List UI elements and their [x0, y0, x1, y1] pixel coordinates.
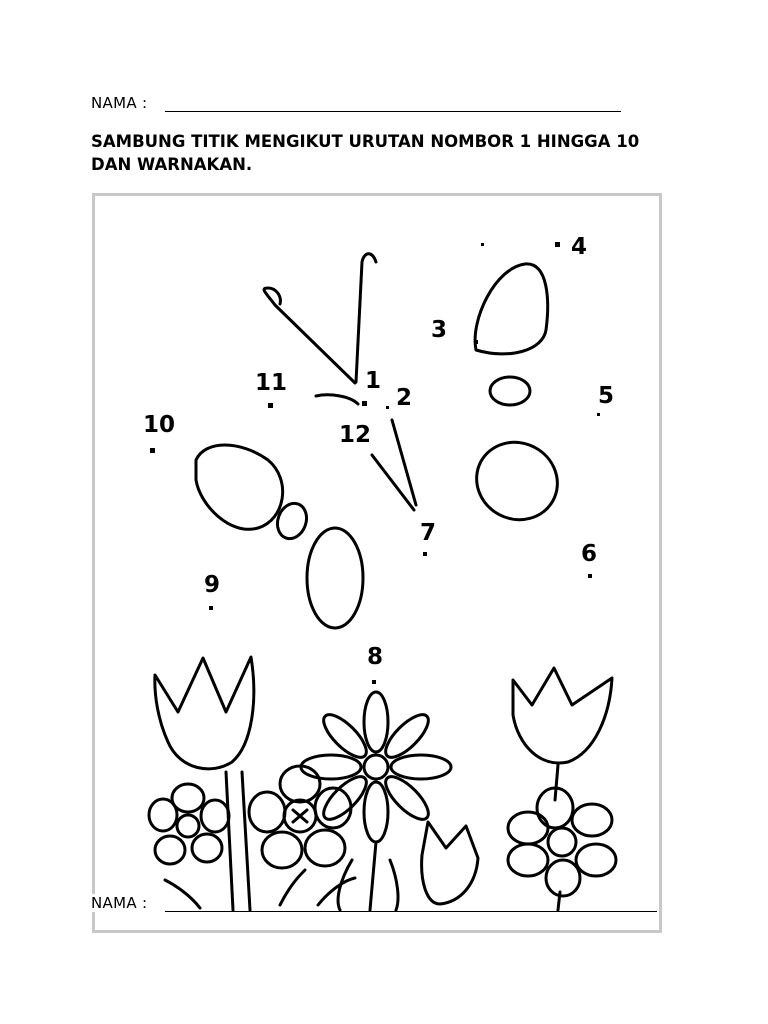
butterfly-head	[316, 395, 358, 404]
body-line-2	[392, 420, 416, 505]
name-blank-line[interactable]	[165, 911, 657, 912]
antenna-left	[264, 288, 355, 383]
flower-left	[149, 784, 229, 864]
wing-top-right	[475, 264, 548, 354]
dot-9	[209, 606, 213, 610]
wing-top-left	[196, 445, 283, 529]
body-line-1	[372, 455, 414, 510]
dot-number-4: 4	[571, 234, 588, 260]
leaf-mid-2	[318, 878, 355, 905]
instruction-line-2: DAN WARNAKAN.	[91, 155, 253, 174]
dot-7	[423, 552, 427, 556]
name-field-bottom	[91, 894, 147, 912]
dot-number-10: 10	[143, 412, 176, 438]
dots	[150, 242, 600, 684]
dot-number-2: 2	[396, 385, 413, 411]
leaf-mid	[280, 870, 305, 905]
flower-daisy	[301, 692, 451, 910]
dot-number-7: 7	[420, 520, 437, 546]
tulip-left-stem-2	[242, 772, 250, 910]
dot-number-11: 11	[255, 370, 288, 396]
dot-8	[372, 680, 376, 684]
name-label: NAMA :	[91, 94, 148, 112]
dot-5	[597, 413, 600, 416]
name-label: NAMA :	[91, 894, 148, 912]
dot-number-5: 5	[598, 383, 615, 409]
wing-spot-right	[490, 377, 530, 405]
dot-stray	[481, 243, 484, 246]
dot-1	[362, 401, 367, 406]
tulip-right	[513, 668, 612, 763]
instruction-line-1: SAMBUNG TITIK MENGIKUT URUTAN NOMBOR 1 HINGGA 10	[91, 132, 640, 151]
dot-3	[474, 340, 478, 344]
tulip-left	[155, 657, 254, 769]
dot-number-9: 9	[204, 572, 221, 598]
wing-bottom-right	[463, 428, 571, 534]
dot-4	[555, 242, 560, 247]
antenna-right	[356, 254, 376, 382]
leaf-left	[165, 880, 200, 908]
dot-10	[150, 448, 155, 453]
dot-number-12: 12	[339, 422, 372, 448]
dot-6	[588, 574, 592, 578]
dot-2	[386, 406, 389, 409]
dot-11	[268, 403, 273, 408]
tulip-left-stem	[226, 772, 233, 910]
wing-spot-left	[273, 499, 312, 542]
dot-number-1: 1	[365, 368, 382, 394]
dot-number-3: 3	[431, 317, 448, 343]
flower-right	[508, 788, 616, 910]
tulip-small	[422, 822, 478, 904]
tulip-right-stem	[555, 765, 558, 800]
wing-bottom-left	[307, 528, 363, 628]
dot-number-8: 8	[367, 644, 384, 670]
dot-number-6: 6	[581, 541, 598, 567]
